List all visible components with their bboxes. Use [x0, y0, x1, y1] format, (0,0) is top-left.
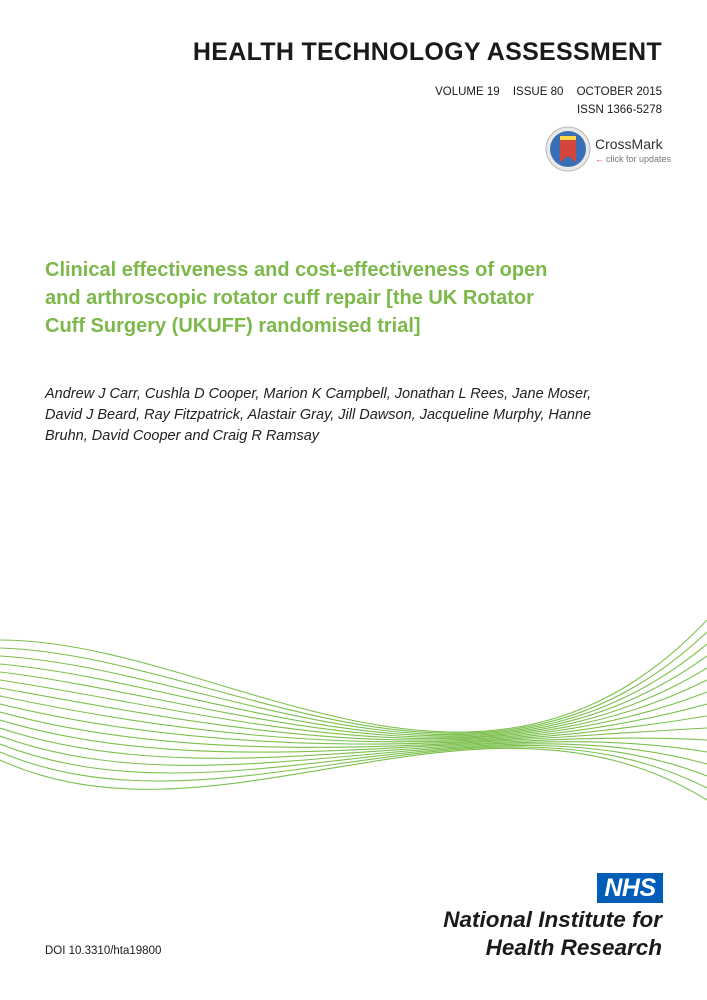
decorative-waves — [0, 600, 707, 880]
publisher-line-1: National Institute for — [443, 907, 662, 932]
arrow-left-icon: ← — [595, 154, 604, 164]
crossmark-name: CrossMark — [595, 136, 663, 152]
journal-title: HEALTH TECHNOLOGY ASSESSMENT — [192, 38, 662, 66]
report-title: Clinical effectiveness and cost-effectiveness of open and arthroscopic rotator cuff repair [the UK Rotator Cuff Surgery (UKUFF) randomised trial] — [45, 259, 548, 337]
crossmark-sub-text: click for updates — [606, 154, 672, 164]
doi: DOI 10.3310/hta19800 — [45, 945, 162, 957]
volume: VOLUME 19 — [435, 86, 500, 98]
wave-line — [0, 632, 707, 733]
authors: Andrew J Carr, Cushla D Cooper, Marion K Campbell, Jonathan L Rees, Jane Moser, David J Beard, Ray Fitzpatrick, Alastair Gray, Jill Dawson, Jacqueline Murphy, Hanne Bruhn, David Cooper and Craig R Ramsay — [45, 386, 592, 444]
issue: ISSUE 80 — [512, 86, 564, 98]
date: OCTOBER 2015 — [576, 86, 662, 98]
publisher-name — [443, 906, 662, 962]
issn: ISSN 1366-5278 — [576, 104, 662, 116]
issue-line — [425, 86, 662, 98]
crossmark-button[interactable] — [545, 126, 670, 172]
nhs-logo: NHS — [597, 873, 663, 903]
crossmark-sub — [595, 154, 671, 164]
wave-line — [0, 736, 707, 765]
publisher-line-2: Health Research — [485, 935, 662, 960]
crossmark-icon — [545, 126, 591, 172]
